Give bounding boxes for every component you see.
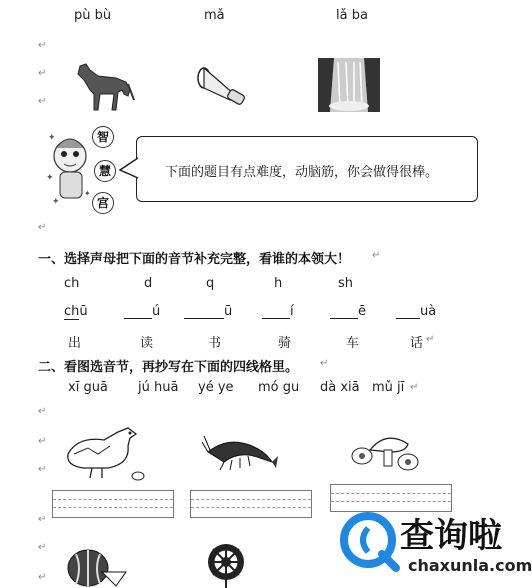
char-shu: 书 <box>208 336 222 351</box>
paragraph-mark: ↵ <box>38 222 47 233</box>
syllable-blank-5[interactable] <box>330 304 366 319</box>
paragraph-mark: ↵ <box>320 358 329 369</box>
section-1-heading: 一、选择声母把下面的音节补充完整，看谁的本领大！ <box>38 252 351 267</box>
paragraph-mark: ↵ <box>38 514 47 525</box>
badge-gong: 宫 <box>92 192 114 214</box>
pinyin-horse: mǎ <box>204 8 225 23</box>
badge-zhi: 智 <box>92 126 114 148</box>
badge-hui: 慧 <box>94 160 116 182</box>
watermark-url: chaxunla.com <box>408 556 532 575</box>
paragraph-mark: ↵ <box>38 406 47 417</box>
char-qi: 骑 <box>278 336 292 351</box>
paragraph-mark: ↵ <box>38 436 47 447</box>
hen-picture <box>58 424 150 482</box>
initial-ch: ch <box>64 276 80 291</box>
watermark-brand: 查询啦 <box>400 516 502 556</box>
syllable-blank-4[interactable] <box>262 304 294 319</box>
shrimp-picture <box>200 432 280 472</box>
svg-text:✦: ✦ <box>84 189 91 198</box>
chrysanthemum-picture <box>196 540 256 588</box>
syllable-blank-2[interactable] <box>124 304 160 319</box>
writing-grid-1[interactable] <box>52 490 174 518</box>
final-u2: ú <box>152 304 161 319</box>
writing-grid-2[interactable] <box>190 490 312 518</box>
syllable-daxia: dà xiā <box>320 380 360 395</box>
horse-picture <box>72 60 136 120</box>
magnifier-logo-icon <box>338 510 402 574</box>
paragraph-mark: ↵ <box>38 40 47 51</box>
paragraph-mark: ↵ <box>38 464 47 475</box>
svg-text:✦: ✦ <box>46 173 54 183</box>
initial-sh: sh <box>338 276 354 291</box>
mushroom-picture <box>348 430 424 474</box>
paragraph-mark: ↵ <box>38 542 47 553</box>
paragraph-mark: ↵ <box>38 572 47 583</box>
section-2-heading: 二、看图选音节，再抄写在下面的四线格里。 <box>38 360 299 375</box>
syllable-chu <box>64 304 88 319</box>
final-i: í <box>290 304 294 319</box>
watermelon-picture <box>62 542 128 588</box>
syllable-mogu: mó gu <box>258 380 300 395</box>
syllable-prefix: ch <box>64 304 80 319</box>
paragraph-mark: ↵ <box>38 96 47 107</box>
waterfall-picture <box>318 58 380 112</box>
syllable-blank-3[interactable] <box>184 304 232 319</box>
char-du: 读 <box>140 336 154 351</box>
syllable-muji: mǔ jī <box>372 380 405 395</box>
bubble-text: 下面的题目有点难度，动脑筋，你会做得很棒。 <box>165 165 439 180</box>
pinyin-waterfall: pù bù <box>74 8 112 23</box>
initial-d: d <box>144 276 153 291</box>
final-u3: ū <box>224 304 233 319</box>
final-e: ē <box>358 304 366 319</box>
speech-bubble <box>136 136 478 202</box>
paragraph-mark: ↵ <box>372 250 381 261</box>
char-chu: 出 <box>68 336 82 351</box>
trumpet-picture <box>194 66 248 110</box>
final-u1: ū <box>79 304 88 319</box>
paragraph-mark: ↵ <box>426 334 435 345</box>
syllable-juhua: jú huā <box>138 380 179 395</box>
svg-text:✦: ✦ <box>48 133 56 143</box>
syllable-yeye: yé ye <box>198 380 234 395</box>
pinyin-trumpet: lǎ ba <box>336 8 368 23</box>
syllable-xigua: xī guā <box>68 380 108 395</box>
char-hua: 话 <box>410 336 424 351</box>
svg-text:✦: ✦ <box>52 197 60 207</box>
watermark-logo <box>338 500 532 586</box>
final-ua: uà <box>420 304 437 319</box>
paragraph-mark: ↵ <box>38 68 47 79</box>
initial-q: q <box>206 276 215 291</box>
syllable-blank-6[interactable] <box>396 304 436 319</box>
bubble-tail <box>120 156 140 180</box>
paragraph-mark: ↵ <box>410 382 419 393</box>
initial-h: h <box>274 276 283 291</box>
char-che: 车 <box>346 336 360 351</box>
